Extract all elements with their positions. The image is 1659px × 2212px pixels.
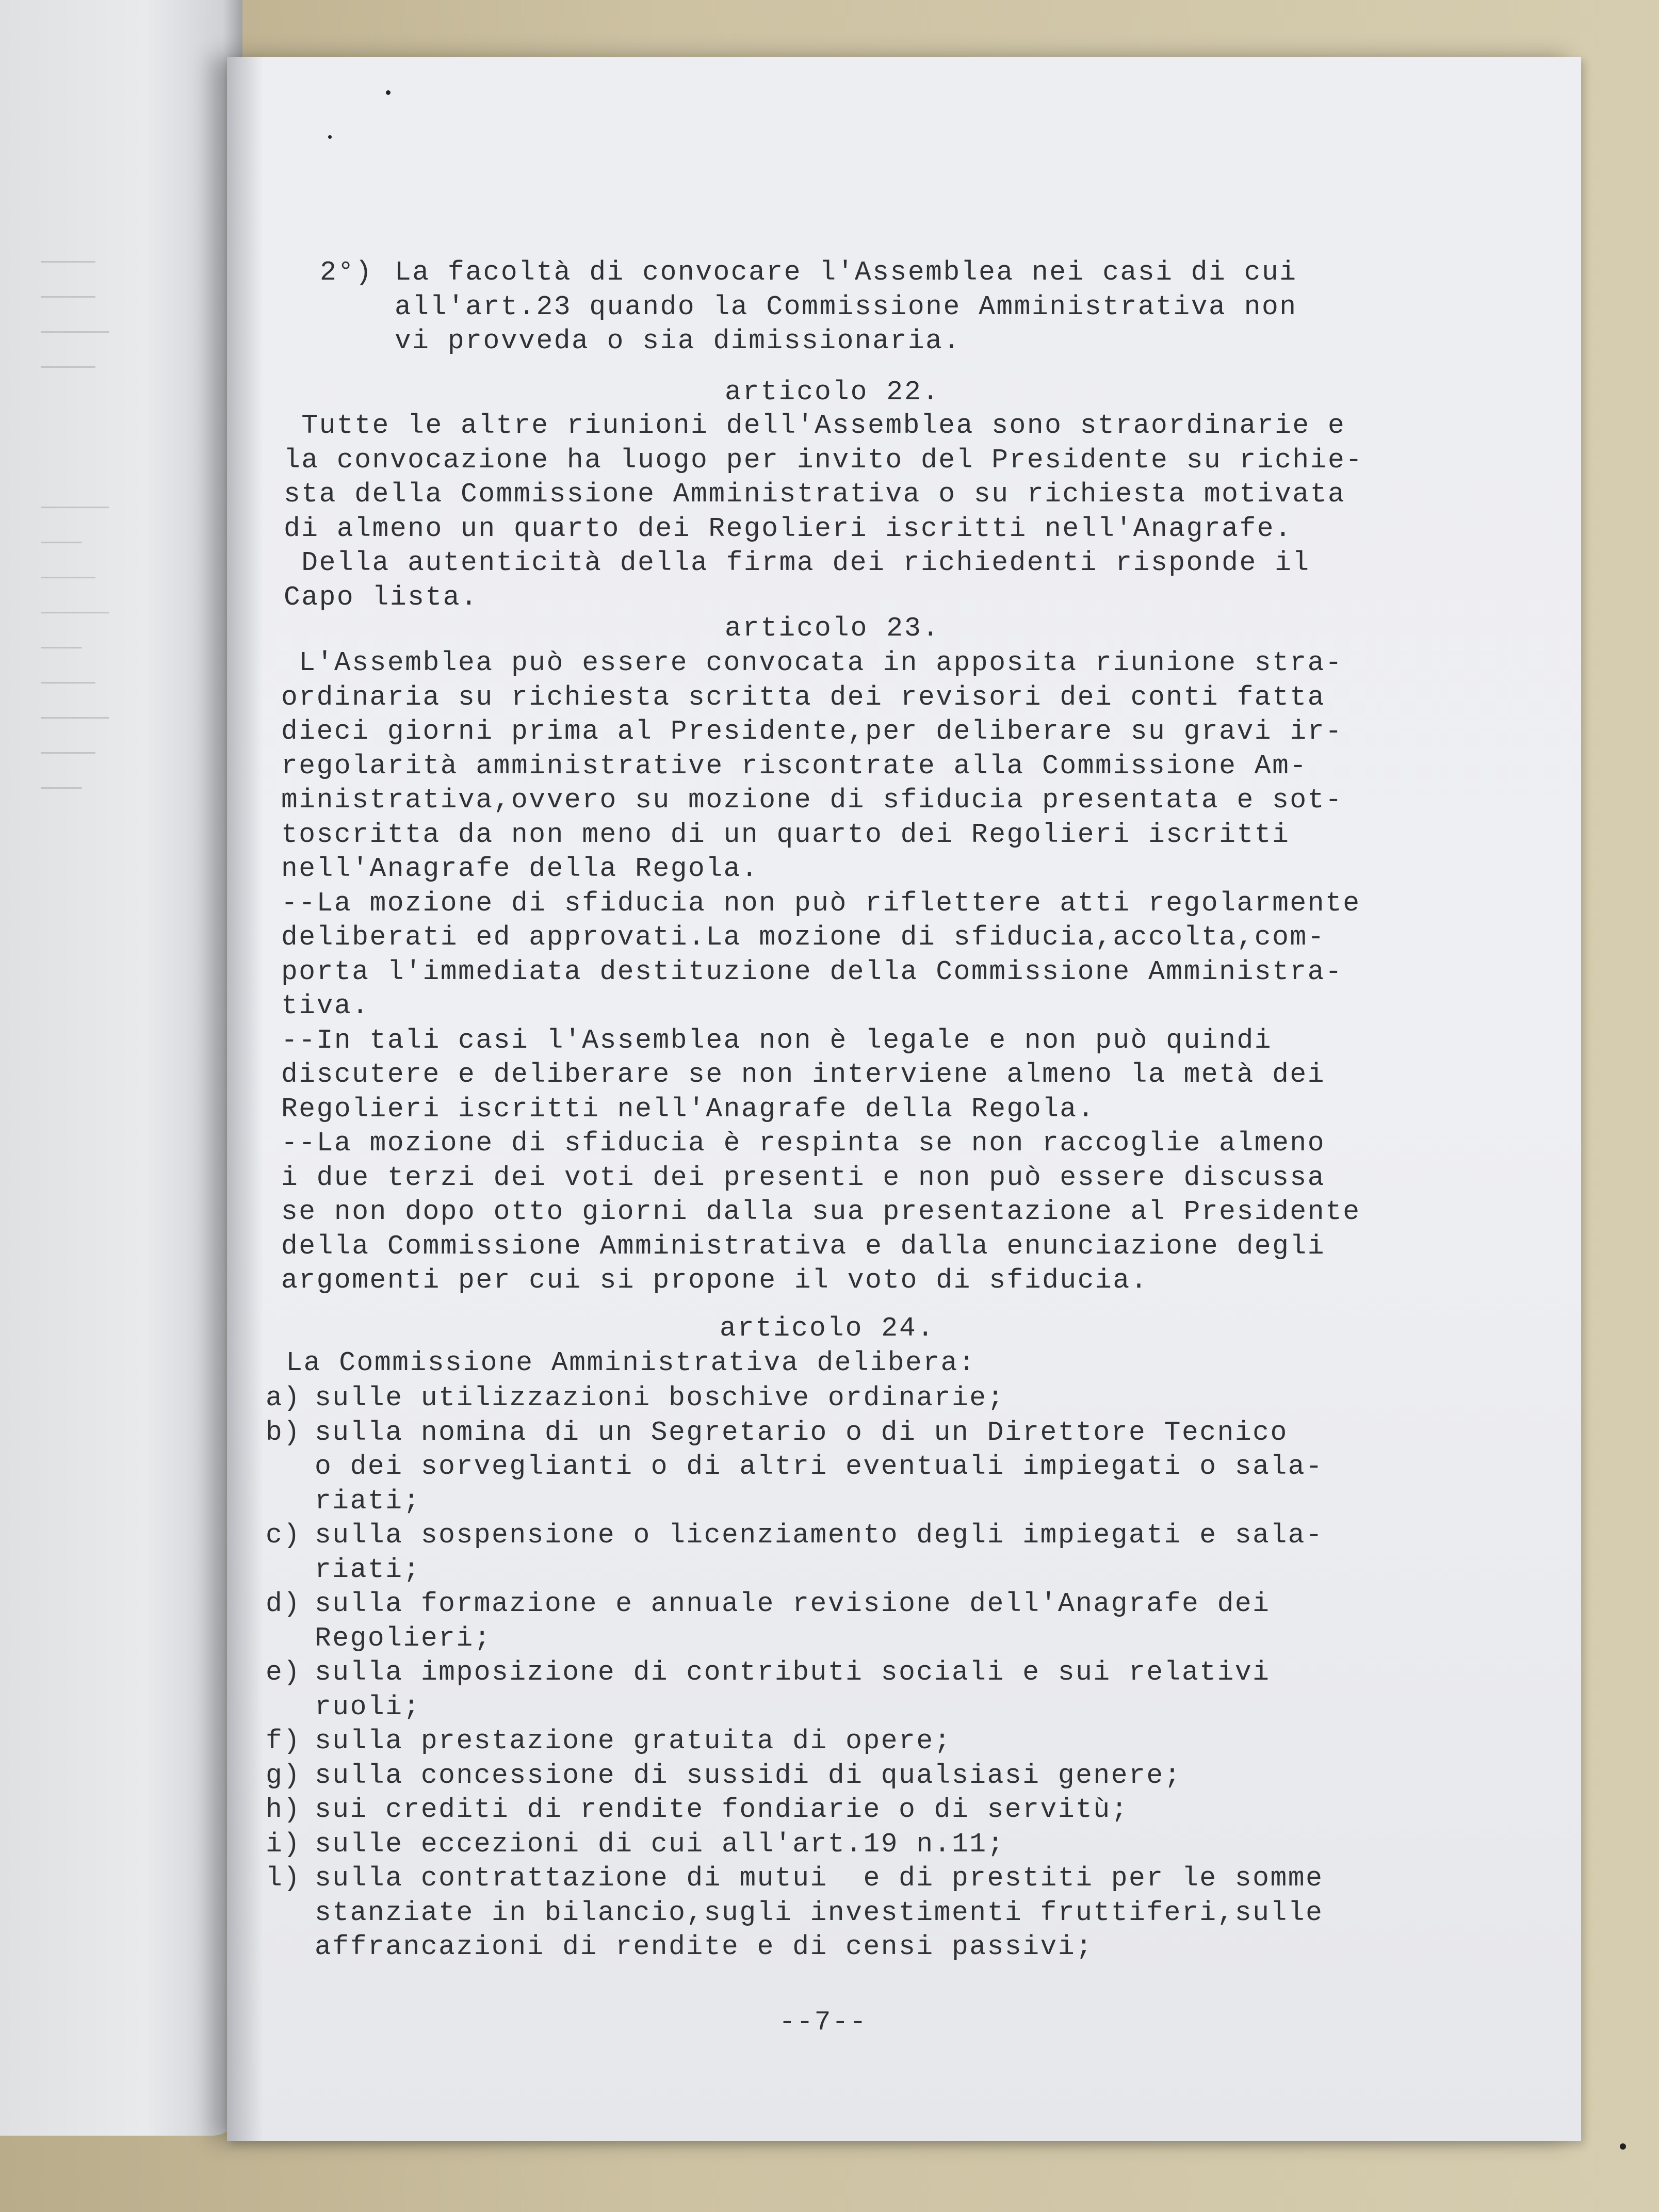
list-item-line: sulla prestazione gratuita di opere; bbox=[315, 1726, 952, 1756]
list-item-line: Regolieri; bbox=[315, 1622, 492, 1654]
article-23-line: --La mozione di sfiducia non può riflettere atti regolarmente bbox=[281, 887, 1361, 919]
article-23-line: Regolieri iscritti nell'Anagrafe della Regola. bbox=[281, 1093, 1096, 1125]
list-item-line: ruoli; bbox=[315, 1691, 421, 1722]
article-23-line: porta l'immediata destituzione della Commissione Amministra- bbox=[281, 956, 1343, 987]
article-23-line: dieci giorni prima al Presidente,per deliberare su gravi ir- bbox=[281, 716, 1343, 747]
article-heading: articolo 24. bbox=[720, 1313, 935, 1344]
list-marker: a) bbox=[266, 1382, 301, 1413]
article-23-line: i due terzi dei voti dei presenti e non può essere discussa bbox=[281, 1162, 1326, 1193]
list-marker: d) bbox=[266, 1588, 301, 1619]
article-23-line: se non dopo otto giorni dalla sua presentazione al Presidente bbox=[281, 1196, 1361, 1227]
article-23-line: L'Assemblea può essere convocata in apposita riunione stra- bbox=[281, 647, 1343, 678]
underlying-page bbox=[0, 0, 242, 2136]
list-marker: e) bbox=[266, 1657, 301, 1688]
article-22-line: la convocazione ha luogo per invito del Presidente su richie- bbox=[284, 444, 1363, 476]
article-23-line: ministrativa,ovvero su mozione di sfiducia presentata e sot- bbox=[281, 785, 1343, 816]
article-22-line: di almeno un quarto dei Regolieri iscritti nell'Anagrafe. bbox=[284, 513, 1293, 544]
list-marker: c) bbox=[266, 1520, 301, 1551]
list-marker: g) bbox=[266, 1760, 301, 1791]
article-heading: articolo 22. bbox=[725, 377, 940, 408]
article-23-line: toscritta da non meno di un quarto dei Regolieri iscritti bbox=[281, 819, 1290, 850]
ink-speck bbox=[1620, 2143, 1626, 2150]
list-item-line: sui crediti di rendite fondiarie o di servitù; bbox=[315, 1794, 1129, 1825]
article-24-intro: La Commissione Amministrativa delibera: bbox=[268, 1347, 977, 1378]
list-item-line: riati; bbox=[315, 1485, 421, 1517]
article-23-line: deliberati ed approvati.La mozione di sfiducia,accolta,com- bbox=[281, 922, 1326, 953]
list-item-line: sulla formazione e annuale revisione dell'Anagrafe dei bbox=[315, 1588, 1271, 1619]
article-22-line: Della autenticità della firma dei richiedenti risponde il bbox=[284, 547, 1310, 578]
list-item-line: sulla imposizione di contributi sociali e sui relativi bbox=[315, 1657, 1271, 1688]
article-23-line: regolarità amministrative riscontrate alla Commissione Am- bbox=[281, 750, 1308, 782]
intro-item-line: all'art.23 quando la Commissione Amministrativa non bbox=[395, 291, 1297, 322]
list-item-line: stanziate in bilancio,sugli investimenti fruttiferi,sulle bbox=[315, 1897, 1324, 1928]
article-23-line: della Commissione Amministrativa e dalla enunciazione degli bbox=[281, 1230, 1326, 1262]
article-23-line: tiva. bbox=[281, 990, 370, 1021]
list-item-line: o dei sorveglianti o di altri eventuali impiegati o sala- bbox=[315, 1451, 1324, 1482]
list-marker: h) bbox=[266, 1794, 301, 1825]
article-23-line: --In tali casi l'Assemblea non è legale e non può quindi bbox=[281, 1024, 1273, 1056]
article-23-line: --La mozione di sfiducia è respinta se non raccoglie almeno bbox=[281, 1128, 1326, 1159]
list-item-line: sulla contrattazione di mutui e di prestiti per le somme bbox=[315, 1863, 1324, 1894]
list-marker: f) bbox=[266, 1726, 301, 1756]
list-marker: i) bbox=[266, 1828, 301, 1860]
list-item-line: sulla concessione di sussidi di qualsiasi genere; bbox=[315, 1760, 1182, 1791]
item-marker: 2°) bbox=[320, 257, 373, 288]
article-heading: articolo 23. bbox=[725, 613, 940, 644]
list-item-line: sulla sospensione o licenziamento degli impiegati e sala- bbox=[315, 1520, 1324, 1551]
ink-speck bbox=[386, 90, 391, 95]
article-22-line: Tutte le altre riunioni dell'Assemblea sono straordinarie e bbox=[284, 410, 1346, 441]
article-23-line: ordinaria su richiesta scritta dei revisori dei conti fatta bbox=[281, 681, 1326, 713]
list-item-line: sulle utilizzazioni boschive ordinarie; bbox=[315, 1382, 1005, 1413]
page-gutter-shadow bbox=[227, 57, 263, 2141]
list-marker: b) bbox=[266, 1417, 301, 1448]
article-22-line: Capo lista. bbox=[284, 581, 479, 613]
list-item-line: sulle eccezioni di cui all'art.19 n.11; bbox=[315, 1828, 1005, 1860]
ink-speck bbox=[328, 135, 332, 139]
list-item-line: sulla nomina di un Segretario o di un Direttore Tecnico bbox=[315, 1417, 1288, 1448]
list-marker: l) bbox=[266, 1863, 301, 1894]
intro-item-line: vi provveda o sia dimissionaria. bbox=[395, 326, 961, 356]
list-item-line: riati; bbox=[315, 1554, 421, 1585]
underlying-page-bleed: ──── ──── ───── ──── ───── ─── ──── ───── ─── ──── ───── ──── ─── bbox=[41, 250, 109, 802]
article-23-line: discutere e deliberare se non interviene almeno la metà dei bbox=[281, 1059, 1326, 1090]
article-22-line: sta della Commissione Amministrativa o su richiesta motivata bbox=[284, 479, 1346, 510]
article-23-line: argomenti per cui si propone il voto di sfiducia. bbox=[281, 1265, 1148, 1296]
article-23-line: nell'Anagrafe della Regola. bbox=[281, 853, 759, 884]
intro-item-line: La facoltà di convocare l'Assemblea nei casi di cui bbox=[395, 257, 1297, 288]
page-number: --7-- bbox=[779, 2007, 868, 2038]
list-item-line: affrancazioni di rendite e di censi passivi; bbox=[315, 1931, 1094, 1962]
